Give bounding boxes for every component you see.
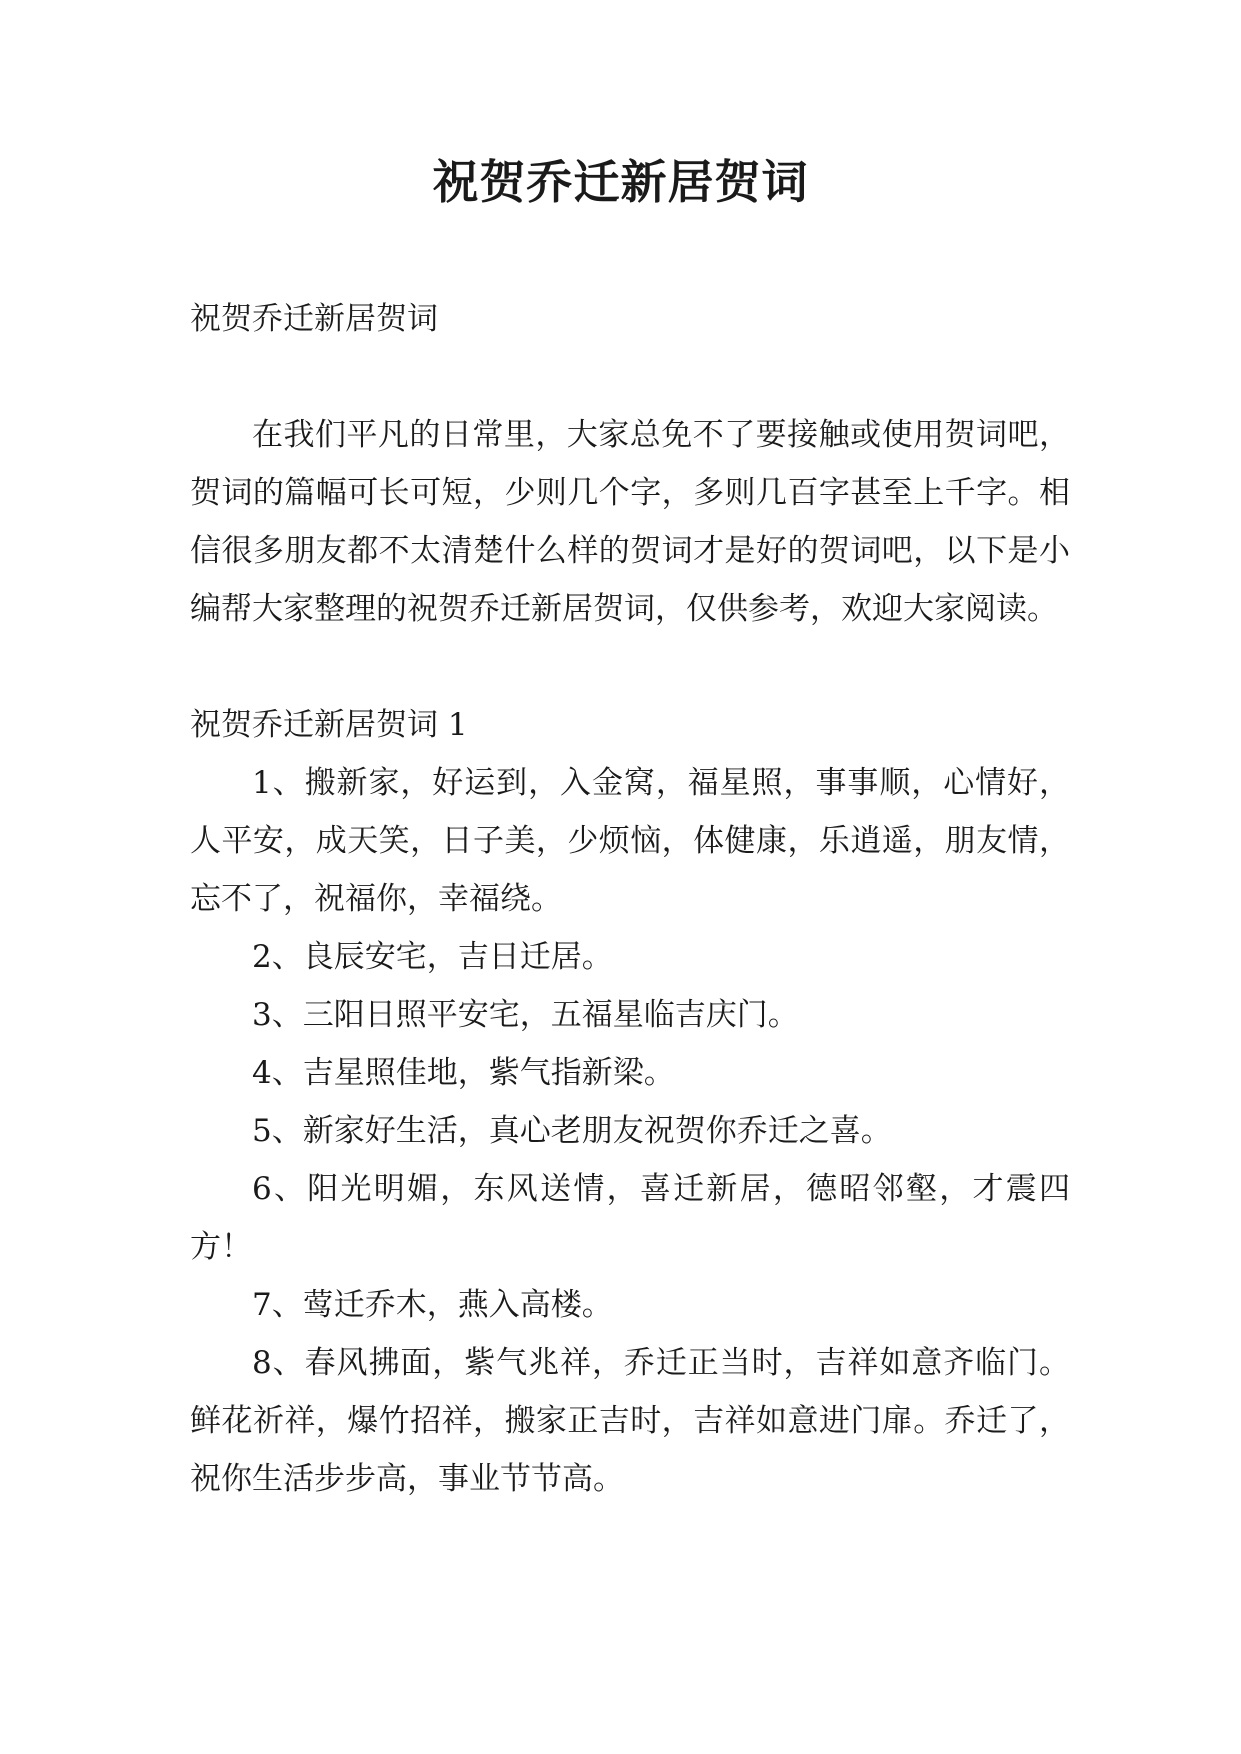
document-subtitle: 祝贺乔迁新居贺词 — [190, 301, 438, 337]
intro-paragraph: 在我们平凡的日常里，大家总免不了要接触或使用贺词吧，贺词的篇幅可长可短，少则几个字，多则几百字甚至上千字。相信很多朋友都不太清楚什么样的贺词才是好的贺词吧，以下是小编帮大家整理的祝贺乔迁新居贺词，仅供参考，欢迎大家阅读。 — [190, 417, 1070, 627]
document-title: 祝贺乔迁新居贺词 — [432, 155, 809, 209]
list-item: 4、吉星照佳地，紫气指新梁。 — [252, 1055, 675, 1091]
list-item: 8、春风拂面，紫气兆祥，乔迁正当时，吉祥如意齐临门。鲜花祈祥，爆竹招祥，搬家正吉时，吉祥如意进门扉。乔迁了，祝你生活步步高，事业节节高。 — [190, 1345, 1070, 1497]
list-item: 3、三阳日照平安宅，五福星临吉庆门。 — [252, 997, 799, 1033]
section-heading: 祝贺乔迁新居贺词 1 — [190, 707, 468, 743]
list-item: 1、搬新家，好运到，入金窝，福星照，事事顺，心情好，人平安，成天笑，日子美，少烦恼，体健康，乐逍遥，朋友情，忘不了，祝福你，幸福绕。 — [190, 765, 1070, 917]
list-item: 7、莺迁乔木，燕入高楼。 — [252, 1287, 613, 1323]
list-item: 2、良辰安宅，吉日迁居。 — [252, 939, 613, 975]
document-body — [190, 290, 1070, 1508]
list-item: 6、阳光明媚，东风送情，喜迁新居，德昭邻壑，才震四方！ — [190, 1171, 1070, 1265]
list-item: 5、新家好生活，真心老朋友祝贺你乔迁之喜。 — [252, 1113, 892, 1149]
